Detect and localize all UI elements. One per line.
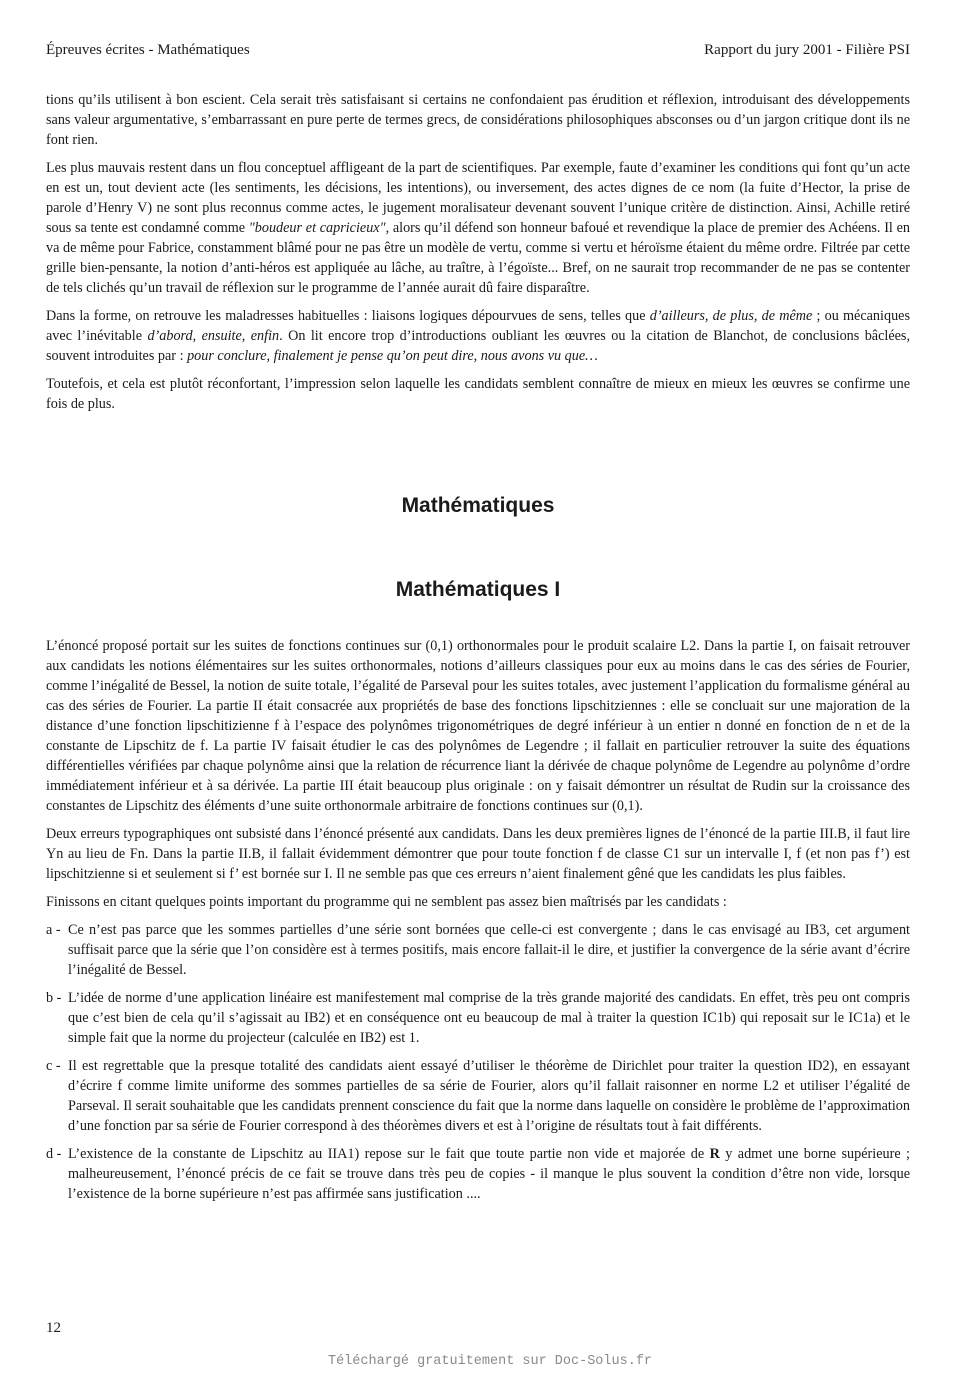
math-paragraph-2: Deux erreurs typographiques ont subsisté dans l’énoncé présenté aux candidats. Dans les deux premières lignes de l’énoncé de la partie III.B, il faut lire Yn au lieu de Fn. Dans la partie II.B, il fallait évidemment démontrer que pour toute fonction f de classe C1 sur un intervalle I, f (et non pas f’) est lipschitzienne si et seulement si f’ est bornée sur I. Il ne semble pas que ces erreurs n’aient finalement gêné que les candidats les plus faibles. [46,826,910,882]
list-marker: a - [46,922,61,938]
running-header [46,42,910,59]
list-text: Ce n’est pas parce que les sommes partielles d’une série sont bornées que celle-ci est convergente ; dans le cas envisagé au IB3, cet argument suffisait parce que la série que l’on considère est à termes positifs, mais encore fallait-il le dire, et justifier la convergence de la série avant d’écrire l’inégalité de Bessel. [68,922,910,978]
text-span: Les plus mauvais restent dans un flou conceptuel affligeant de la part de scientifiques. Par exemple, faute d’examiner les conditions qui font qu’un acte en est un, tout devient acte (les sentiments, les décisions, les intentions), ou inversement, des actes dignes de ce nom (la fuite d’Hector, la prise de parole d’Henry V) ne sont plus reconnus comme actes, le jugement moralisateur devenant souvent l’unique critère de distinction. Ainsi, Achille retiré sous sa tente est condamné comme [46,160,910,236]
text-span: . On lit encore trop d’introductions oubliant les œuvres ou la citation de Blanchot, de conclusions bâclées, souvent introduites par : [46,328,910,364]
section-title: Mathématiques [401,494,555,517]
math-paragraph-1: L’énoncé proposé portait sur les suites de fonctions continues sur (0,1) orthonormales pour le produit scalaire L2. Dans la partie I, on faisait retrouver aux candidats les notions élémentaires sur les suites orthonormales, notions d’ailleurs classiques pour eux au moins dans le cas des séries de Fourier, comme l’inégalité de Bessel, la notion de suite totale, l’égalité de Parseval pour les suites totales, avec justement l’application du formalisme général au cas des séries de Fourier. La partie II était consacrée aux propriétés de base des fonctions lipschitziennes : elle se concluait sur une majoration de la distance d’une fonction lipschitizienne f à l’espace des polynômes trigonométriques de degré inférieur à un entier n donné en fonction de n et de la constante de Lipschitz de f. La partie IV faisait étudier le cas des polynômes de Legendre ; il fallait en particulier retrouver la suite des équations différentielles vérifiées par chaque polynôme ainsi que la relation de récurrence liant la dérivée de chaque polynôme de Legendre au polynôme d’ordre immédiatement inférieur et à sa dérivée. La partie III était beaucoup plus originale : on y faisait démontrer un résultat de Rudin sur la croissance des constantes de Lipschitz des éléments d’une suite orthonormale arbitraire de fonctions continues sur (0,1). [46,638,910,814]
list-item [46,988,910,1048]
subsection-title: Mathématiques I [395,578,561,601]
math-block [46,636,910,1212]
header-left: Épreuves écrites - Mathématiques [46,42,250,58]
list-text [68,1144,910,1204]
math-paragraph-3: Finissons en citant quelques points important du programme qui ne semblent pas assez bien maîtrisés par les candidats : [46,894,727,910]
list-marker: d - [46,1146,62,1162]
intro-block [46,90,910,422]
list-item [46,1056,910,1136]
list-marker: c - [46,1058,61,1074]
intro-paragraph-1: tions qu’ils utilisent à bon escient. Cela serait très satisfaisant si certains ne confondaient pas érudition et réflexion, introduisant des développements sans valeur argumentative, s’embarrassant en pure perte de termes grecs, de considérations philosophiques absconses ou d’un jargon critique dont ils ne font rien. [46,92,910,148]
text-span: , alors qu’il défend son honneur bafoué et revendique la place de premier des Achéens. Il en va de même pour Fabrice, constamment blâmé pour ne pas être un modèle de vertu, comme si vertu et héroïsme étaient du même ordre. Filtrée par cette grille bien-pensante, la notion d’anti-héros est appliquée au lâche, au traître, à l’égoïste... Bref, on ne saurait trop recommander de ne pas se contenter de tels clichés qu’un travail de réflexion sur le programme de l’année aurait dû faire disparaître. [46,220,910,296]
page-number: 12 [46,1320,61,1336]
text-span: Dans la forme, on retrouve les maladresses habituelles : liaisons logiques dépourvues de sens, telles que [46,308,650,324]
list-item [46,1144,910,1204]
text-span: y admet une borne supérieure ; malheureusement, l’énoncé précis de ce fait se trouve dans très peu de copies - il manque le plus souvent la condition d’être non vide, lorsque l’existence de la borne supérieure n’est pas affirmée sans justification .... [68,1146,910,1202]
list-text: Il est regrettable que la presque totalité des candidats aient essayé d’utiliser le théorème de Dirichlet pour traiter la question ID2), en essayant d’écrire f comme limite uniforme des sommes partielles de sa série de Fourier, alors qu’il fallait raisonner en norme L2 et utiliser l’égalité de Parseval. Il serait souhaitable que les candidats prennent conscience du fait que la norme dans laquelle on considère le problème de l’approximation d’une fonction par sa série de Fourier correspond à des théorèmes divers et est à l’origine de résultats tout à fait différents. [68,1058,910,1134]
text-span: ; ou mécaniques avec l’inévitable [46,308,910,344]
emphasis: d’abord, ensuite, enfin [147,328,280,344]
text-span: L’existence de la constante de Lipschitz au IIA1) repose sur le fait que toute partie non vide et majorée de [68,1146,710,1162]
intro-paragraph-2 [46,158,910,298]
intro-paragraph-3 [46,306,910,366]
list-item [46,920,910,980]
header-right: Rapport du jury 2001 - Filière PSI [704,42,910,58]
intro-paragraph-4: Toutefois, et cela est plutôt réconfortant, l’impression selon laquelle les candidats semblent connaître de mieux en mieux les œuvres se confirme une fois de plus. [46,376,910,412]
list-marker: b - [46,990,62,1006]
download-footer: Téléchargé gratuitement sur Doc-Solus.fr [327,1354,653,1369]
emphasis: pour conclure, finalement je pense qu’on peut dire, nous avons vu que… [187,348,598,364]
bold-symbol: R [709,1146,720,1162]
emphasis: "boudeur et capricieux" [248,220,386,236]
list-text: L’idée de norme d’une application linéaire est manifestement mal comprise de la très grande majorité des candidats. En effet, très peu ont compris que c’est bien de cela qu’il s’agissait au IB2) et en conséquence ont eu beaucoup de mal à traiter la question IC1b) qui reposait sur le IC1a) et le simple fait que la norme du projecteur (calculée en IB2) est 1. [68,990,910,1046]
emphasis: d’ailleurs, de plus, de même [649,308,813,324]
